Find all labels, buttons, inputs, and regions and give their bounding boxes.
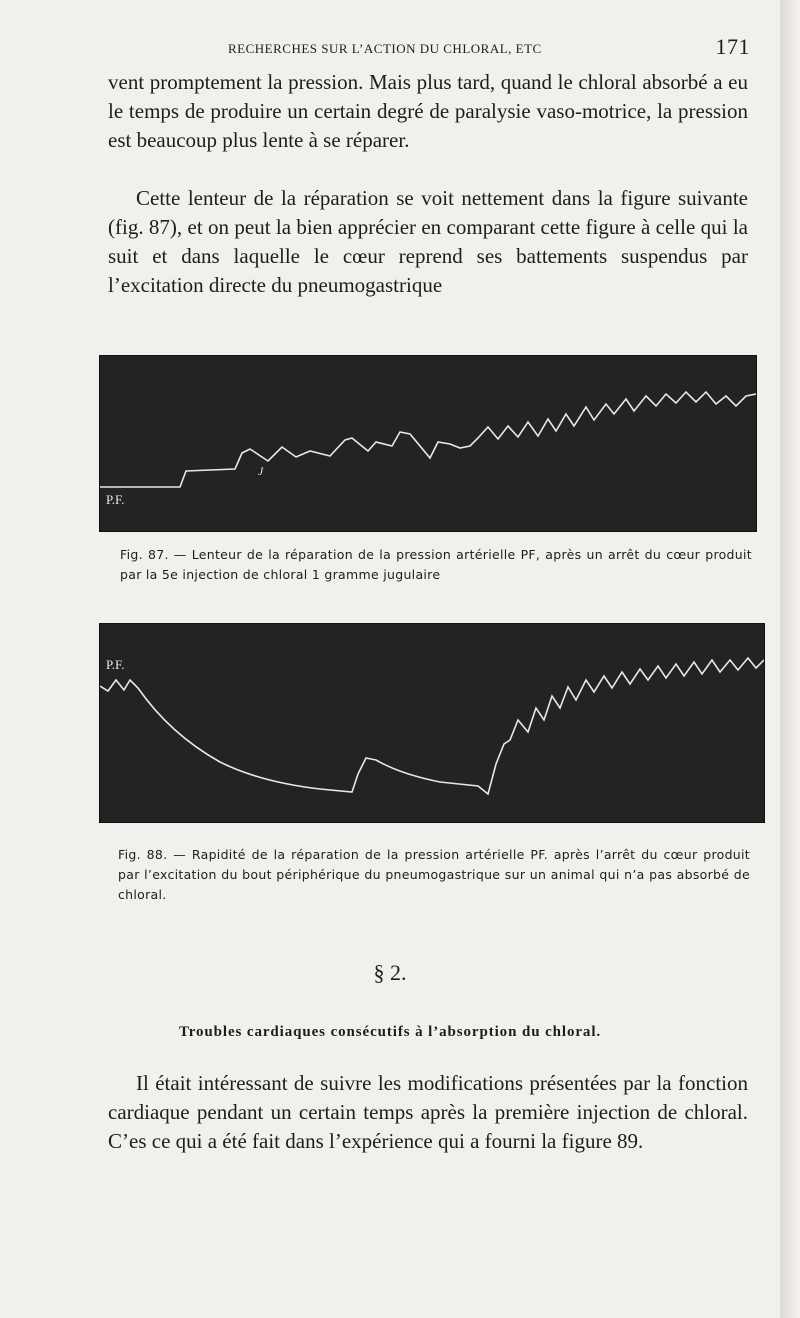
paragraph-3 [108,1069,748,1156]
figure-88-trace-line [100,658,764,794]
figure-88-trace-label: P.F. [106,657,125,672]
paragraph-2-text: Cette lenteur de la réparation se voit nettement dans la figure suivante (fig. 87), et on peut la bien apprécier en comparant cette figure à celle qui la suit et dans laquelle le cœur reprend ses battements suspendus par l’excitation directe du pneumogastrique [108,186,748,297]
section-title: Troubles cardiaques consécutifs à l’absorption du chloral. [178,1024,602,1040]
figure-88-caption: Fig. 88. — Rapidité de la réparation de la pression artérielle PF. après l’arrêt du cœur produit par l’excitation du bout périphérique du pneumogastrique sur un animal qui n’a pas absorbé de chloral. [118,847,750,902]
figure-87-trace-line [100,392,756,487]
page-number: 171 [715,34,750,59]
paragraph-2 [108,184,748,300]
figure-87-marker: J [258,464,264,478]
figure-87-tracing [99,355,757,532]
figure-88-tracing [99,623,765,823]
paragraph-1: vent promptement la pression. Mais plus tard, quand le chloral absorbé a eu le temps de produire un certain degré de paralysie vaso-motrice, la pression est beaucoup plus lente à se réparer. [108,70,748,152]
paragraph-3-text: Il était intéressant de suivre les modifications présentées par la fonction cardiaque pendant un certain temps après la première injection de chloral. C’es ce qui a été fait dans l’expérience qui a fourni la figure 89. [108,1071,748,1153]
figure-87-caption: Fig. 87. — Lenteur de la réparation de la pression artérielle PF, après un arrêt du cœur produit par la 5e injection de chloral 1 gramme jugulaire [120,547,752,582]
section-number: § 2. [373,960,407,985]
page-edge [780,0,800,1318]
figure-87-pressure-trace [100,356,756,531]
running-title: RECHERCHES SUR L’ACTION DU CHLORAL, ETC [228,41,542,56]
figure-87-trace-label: P.F. [106,492,125,507]
running-header [110,34,750,59]
figure-88-pressure-trace [100,624,764,822]
